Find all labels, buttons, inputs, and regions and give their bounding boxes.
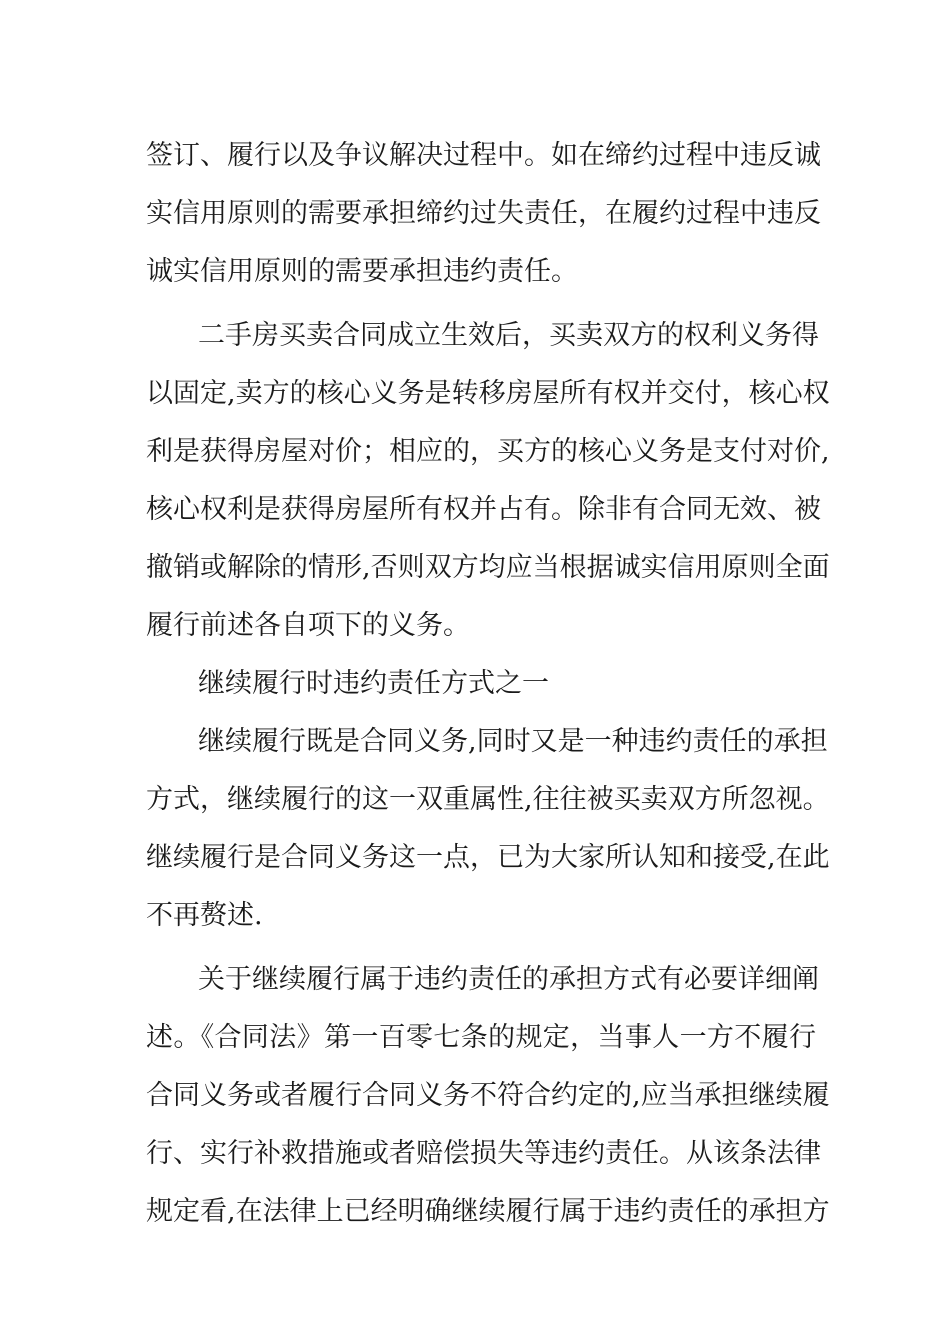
paragraph-4-line-2: 方式，继续履行的这一双重属性,往往被买卖双方所忽视。 [146,784,830,815]
paragraph-4-line-3: 继续履行是合同义务这一点，已为大家所认知和接受,在此 [146,842,830,873]
paragraph-2-line-2: 以固定,卖方的核心义务是转移房屋所有权并交付，核心权 [146,378,830,409]
paragraph-2-line-1: 二手房买卖合同成立生效后，买卖双方的权利义务得 [198,320,819,351]
paragraph-5-line-2: 述。《合同法》第一百零七条的规定，当事人一方不履行 [146,1022,816,1053]
paragraph-5-line-4: 行、实行补救措施或者赔偿损失等违约责任。从该条法律 [146,1138,821,1169]
paragraph-2-line-5: 撤销或解除的情形,否则双方均应当根据诚实信用原则全面 [146,552,830,583]
paragraph-1-line-3: 诚实信用原则的需要承担违约责任。 [146,256,578,287]
paragraph-5-line-5: 规定看,在法律上已经明确继续履行属于违约责任的承担方 [146,1196,830,1227]
paragraph-5-line-1: 关于继续履行属于违约责任的承担方式有必要详细阐 [198,964,819,995]
paragraph-5-line-3: 合同义务或者履行合同义务不符合约定的,应当承担继续履 [146,1080,830,1111]
paragraph-2-line-4: 核心权利是获得房屋所有权并占有。除非有合同无效、被 [146,494,821,525]
paragraph-2-line-6: 履行前述各自项下的义务。 [146,610,470,641]
document-body [146,127,830,1241]
section-heading: 继续履行时违约责任方式之一 [198,668,549,699]
paragraph-4-line-1: 继续履行既是合同义务,同时又是一种违约责任的承担 [198,726,828,757]
paragraph-1-line-1: 签订、履行以及争议解决过程中。如在缔约过程中违反诚 [146,140,821,171]
paragraph-1-line-2: 实信用原则的需要承担缔约过失责任，在履约过程中违反 [146,198,821,229]
paragraph-2-line-3: 利是获得房屋对价；相应的，买方的核心义务是支付对价, [146,436,830,467]
paragraph-4-line-4: 不再赘述. [146,900,263,931]
